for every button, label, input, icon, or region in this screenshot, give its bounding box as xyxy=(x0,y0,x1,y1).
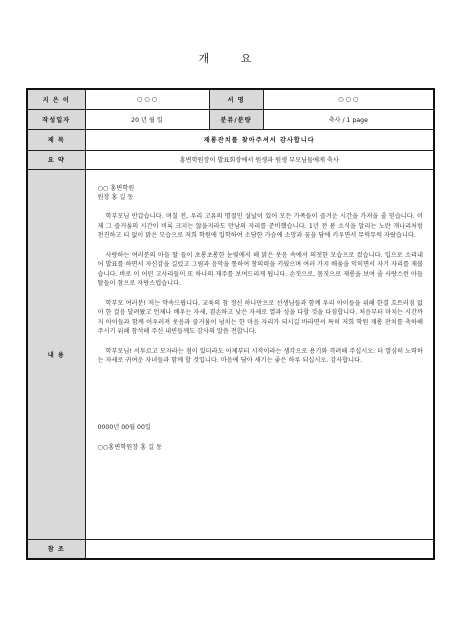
row-summary xyxy=(27,150,434,169)
content-paragraph-3: 학부모 여러분! 저는 약속드립니다. 교육의 참 정신 하나만으로 선생님들과 함께 우리 아이들을 위해 한결 흐트러짐 없이 한 걸음 달려왔고 언제나 배우는 자세, 겸손하고 낮은 자세로 열과 성을 다할 것을 다짐합니다. 처음부터 마치는 시간까지 아이들과 함께 어우러져 웃음과 즐거움이 넘치는 한 마음 자리가 되시길 바라면서 특히 저희 학원 재롱 잔치를 축하해 주시기 위해 참석해 주신 내빈들께도 감사의 말씀 전합니다. xyxy=(97,299,423,336)
overview-form xyxy=(26,88,435,560)
reference-label: 참 조 xyxy=(27,539,85,559)
row-author xyxy=(27,89,434,109)
row-content xyxy=(27,169,434,539)
document-title: 개 요 xyxy=(198,52,266,65)
content-label: 내 용 xyxy=(27,169,85,539)
content-spacer xyxy=(98,375,424,423)
content-body xyxy=(85,169,434,539)
reference-value xyxy=(85,539,434,559)
category-label: 분류/분량 xyxy=(209,109,263,129)
writer-label: 서 명 xyxy=(209,89,263,109)
content-paragraph-2: 사랑하는 여러분의 아들 딸 들이 초롱초롱한 눈빛에서 해 맑은 웃음 속에서 의젓한 모습으로 컸습니다. 입으로 소리내어 발표를 하면서 자신감을 길렀고 그림과 음악을 통하여 창의력을 키웠으며 여러 가지 배움을 익히면서 자기 자리를 재볼습니다. 바로 이 어린 고사리들이 또 하나의 재주를 보여드리게 됩니다. 손짓으로, 몸짓으로 재롱을 보여 줄 사랑스런 아들딸들이 참으로 자랑스럽습니다. xyxy=(97,251,423,288)
writer-value: ○ ○ ○ xyxy=(263,89,434,109)
author-value: ○ ○ ○ xyxy=(85,89,209,109)
subject-label: 제 목 xyxy=(27,129,85,150)
date-value: 20 년 월 일 xyxy=(85,109,209,129)
row-date xyxy=(27,109,434,129)
content-header-academy: ○○ 홍변학원 xyxy=(97,184,135,192)
summary-value: 홍변학원장이 발표회장에서 원생과 원생 부모님들에게 축사 xyxy=(85,150,434,169)
content-header-director: 원장 홍 길 동 xyxy=(97,194,134,202)
author-label: 지 은 이 xyxy=(27,89,85,109)
row-reference xyxy=(27,539,434,559)
content-date-line: 0000년 00월 00일 xyxy=(97,424,151,432)
summary-label: 요 약 xyxy=(27,150,85,169)
content-paragraph-4: 학부모님! 서투르고 모자라는 점이 있더라도 이제부터 시작이라는 생각으로 용기와 격려해 주십시오. 더 열심히 노력하는 자세로 귀여운 자녀들과 함께 할 것입니다. 마음에 담아 새기는 좋은 하루 되십시오. 감사합니다. xyxy=(97,347,423,365)
content-paragraph-1: 학부모님 반갑습니다. 며칠 전, 우리 고유의 명절인 설날이 있어 모든 가족들이 즐거운 시간을 가져을 줄 믿습니다. 이제 그 즐거움의 시간이 비록 크지는 않을지라도 만남의 자리를 준비했습니다. 1년 전 봄 소식을 알리는 노란 개나리처럼 천진하고 티 없이 맑은 모습으로 저희 학원에 입학하여 소담한 가슴에 소망과 꿈을 담에 키우면서 무럭무럭 자랐습니다. xyxy=(97,213,423,240)
category-value: 축사 / 1 page xyxy=(263,109,434,129)
subject-value: 재롱잔치를 찾아주셔서 감사합니다 xyxy=(85,129,434,150)
row-subject xyxy=(27,129,434,150)
date-label: 작성일자 xyxy=(27,109,85,129)
content-signature: ○○홍변학원장 홍 길 동 xyxy=(97,443,163,451)
